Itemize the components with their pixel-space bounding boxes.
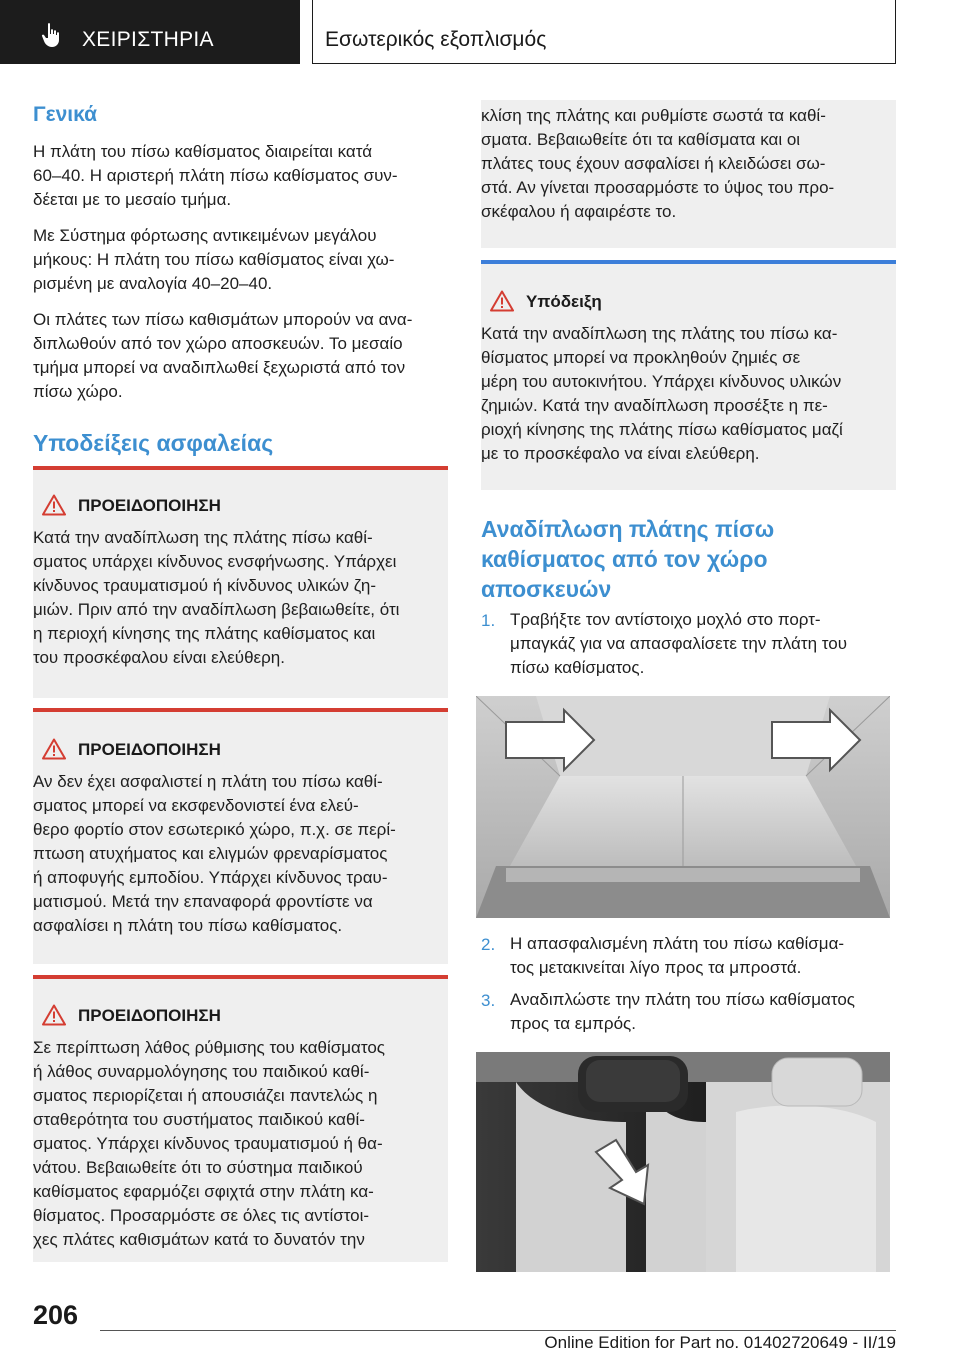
fold-heading: Αναδίπλωση πλάτης πίσω καθίσματος από τον χώρο αποσκευών [481,516,775,602]
general-paragraph-2: Με Σύστημα φόρτωσης αντικειμένων μεγάλου μήκους: Η πλάτη του πίσω καθίσματος είναι χω‐ ρισμένη με αναλογία 40–20–40. [33,226,395,293]
notice-triangle-icon [490,290,514,312]
warning-text-3: Σε περίπτωση λάθος ρύθμισης του καθίσματος ή λάθος συναρμολόγησης του παιδικού καθί‐ σματος περιορίζεται ή απουσιάζει παντελώς η σταθερότητα του συστήματος παιδικού καθί‐ σματος. Υπάρχει κίνδυνος τραυματισμού ή θα‐ νάτου. Βεβαιωθείτε ότι το σύστημα παιδικού καθίσματος εφαρμόζει σφιχτά στην πλάτη κα‐ θίσματος. Προσαρμόστε σε όλες τις αντίστοι‐ χες πλάτες καθισμάτων κατά το δυνατόν την [33,1038,386,1249]
trunk-figure [476,696,890,918]
notice-title: Υπόδειξη [526,292,602,311]
step-text-1: Τραβήξτε τον αντίστοιχο μοχλό στο πορτ‐ μπαγκάζ για να απασφαλίσετε την πλάτη του πίσω καθίσματος. [510,610,847,677]
warning-triangle-icon [42,738,66,760]
footer-divider [100,1330,896,1331]
footer-edition: Online Edition for Part no. 01402720649 - II/19 [544,1333,896,1352]
step-number-3: 3. [481,991,496,1010]
general-paragraph-1: Η πλάτη του πίσω καθίσματος διαιρείται κατά 60–40. Η αριστερή πλάτη πίσω καθίσματος συν‐ δέεται με το μεσαίο τμήμα. [33,142,398,209]
step-number-1: 1. [481,611,496,630]
warning-text-3-continued: κλίση της πλάτης και ρυθμίστε σωστά τα καθί‐ σματα. Βεβαιωθείτε ότι τα καθίσματα και οι πλάτες τους έχουν ασφαλίσει ή κλειδώσει σω‐ στά. Αν γίνεται προσαρμόστε το ύψος του προ‐ σκέφαλου ή αφαιρέστε το. [481,106,835,221]
warning-text-2: Αν δεν έχει ασφαλιστεί η πλάτη του πίσω καθί‐ σματος μπορεί να εκσφενδονιστεί ένα ελεύ‐ θερο φορτίο στον εσωτερικό χώρο, π.χ. σε περί‐ πτωση ατυχήματος και ελιγμών φρεναρίσματος ή αποφυγής εμποδίου. Υπάρχει κίνδυνος τραυ‐ ματισμού. Μετά την επαναφορά φροντίστε να ασφαλίσει η πλάτη του πίσω καθίσματος. [33,772,396,935]
header-section-label: ΧΕΙΡΙΣΤΗΡΙΑ [82,28,214,51]
warning-title-3: ΠΡΟΕΙΔΟΠΟΙΗΣΗ [78,1006,221,1025]
warning-title-1: ΠΡΟΕΙΔΟΠΟΙΗΣΗ [78,496,221,515]
general-paragraph-3: Οι πλάτες των πίσω καθισμάτων μπορούν να ανα‐ διπλωθούν από τον χώρο αποσκευών. Το μεσαίο τμήμα μπορεί να αναδιπλωθεί ξεχωριστά από τον πίσω χώρο. [33,310,413,401]
seat-figure [476,1052,890,1272]
step-text-2: Η απασφαλισμένη πλάτη του πίσω καθίσμα‐ τος μετακινείται λίγο προς τα μπροστά. [510,934,845,977]
safety-heading: Υποδείξεις ασφαλείας [33,430,274,456]
general-heading: Γενικά [33,103,98,126]
notice-text: Κατά την αναδίπλωση της πλάτης του πίσω κα‐ θίσματος μπορεί να προκληθούν ζημιές σε μέρη του αυτοκινήτου. Υπάρχει κίνδυνος υλικών ζημιών. Κατά την αναδίπλωση προσέξτε η πε‐ ριοχή κίνησης της πλάτης πίσω καθίσματος μαζί με το προσκέφαλο να είναι ελεύθερη. [481,324,843,463]
warning-text-1: Κατά την αναδίπλωση της πλάτης πίσω καθί‐ σματος υπάρχει κίνδυνος ενσφήνωσης. Υπάρχει κίνδυνος τραυματισμού ή κίνδυνος υλικών ζη‐ μιών. Πριν από την αναδίπλωση βεβαιωθείτε, ότι η περιοχή κίνησης της πλάτης καθίσματος και του προσκέφαλου είναι ελεύθερη. [33,528,400,667]
hand-pointer-icon [40,22,64,48]
page-number: 206 [33,1300,79,1330]
step-number-2: 2. [481,935,496,954]
warning-triangle-icon [42,494,66,516]
step-text-3: Αναδιπλώστε την πλάτη του πίσω καθίσματος προς τα εμπρός. [510,990,855,1033]
page-title: Εσωτερικός εξοπλισμός [325,28,547,51]
warning-triangle-icon [42,1004,66,1026]
warning-title-2: ΠΡΟΕΙΔΟΠΟΙΗΣΗ [78,740,221,759]
